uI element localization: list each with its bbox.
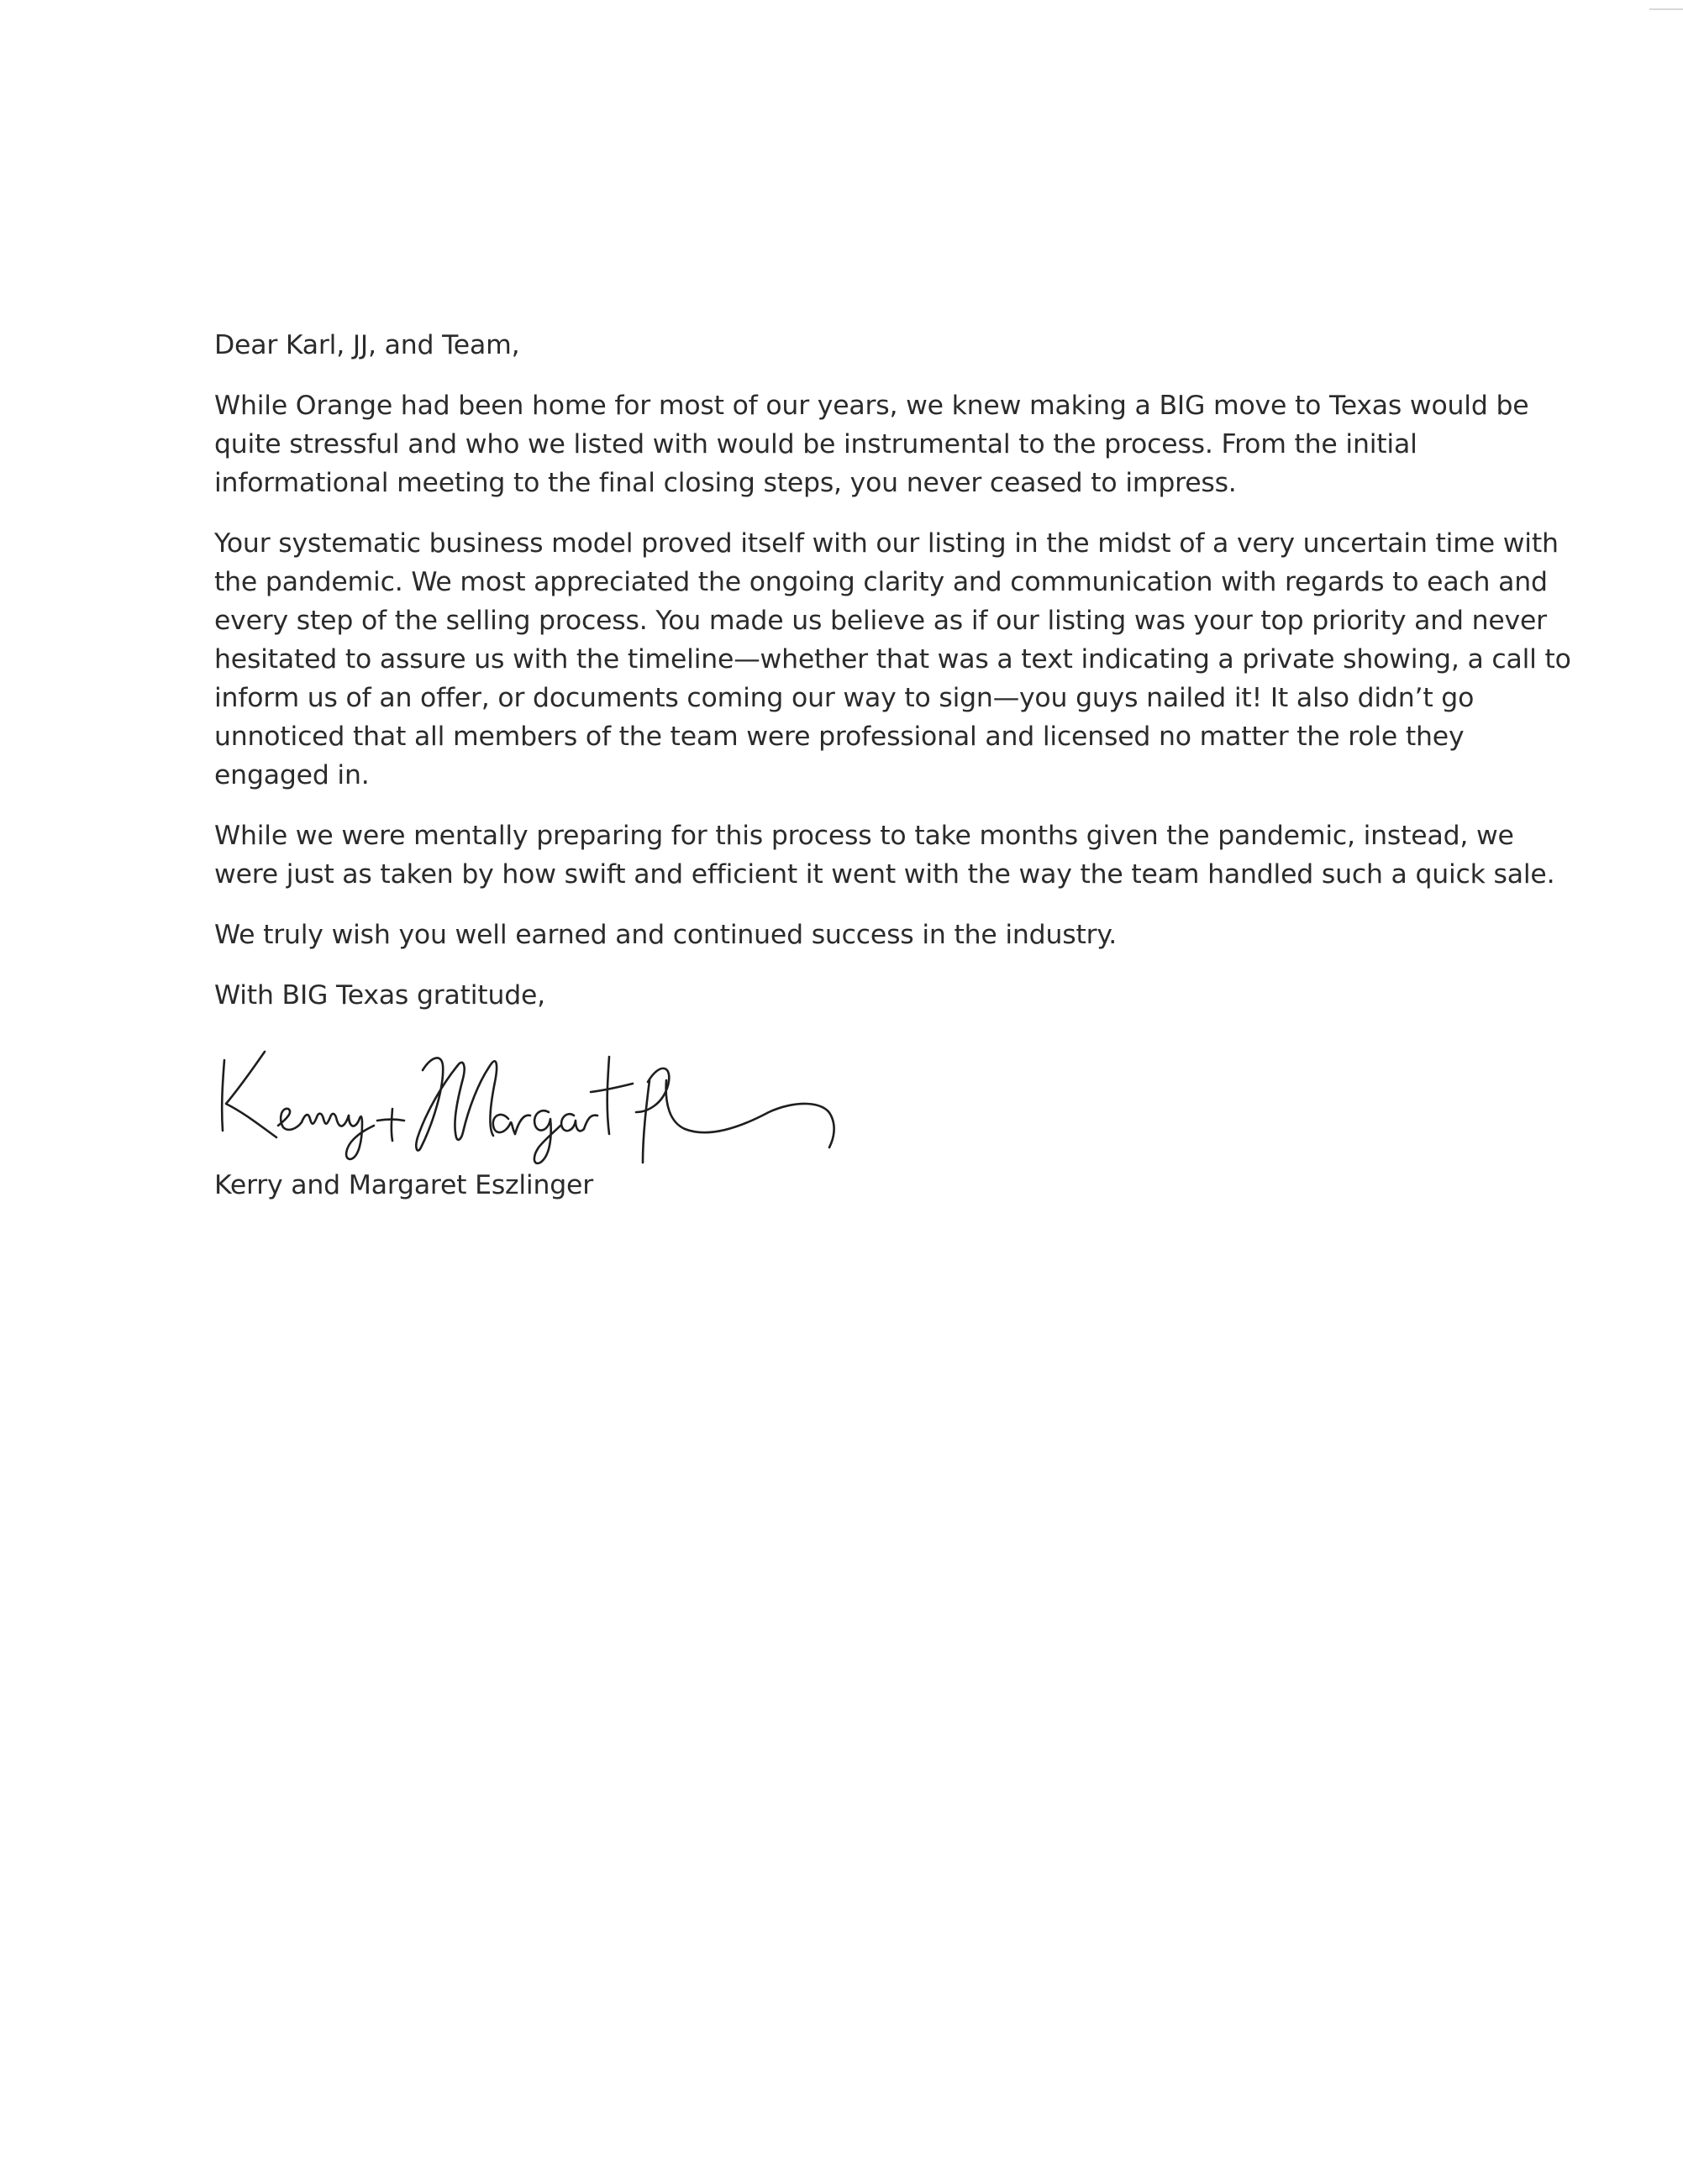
paragraph-line: We truly wish you well earned and continued success in the industry. [214,920,1118,950]
paragraph-line: quite stressful and who we listed with would be instrumental to the process. From the initial [214,429,1417,459]
paragraph-line: hesitated to assure us with the timeline—whether that was a text indicating a private showing, a call to [214,644,1571,675]
salutation: Dear Karl, JJ, and Team, [214,330,520,360]
paragraph-3 [214,816,1555,894]
signer-name: Kerry and Margaret Eszlinger [214,1170,593,1200]
paragraph-4 [214,916,1508,954]
paragraph-line: were just as taken by how swift and efficient it went with the way the team handled such a quick sale. [214,859,1555,890]
closing: With BIG Texas gratitude, [214,980,545,1011]
signature-drawing [206,1032,895,1166]
handwritten-signature [214,1032,903,1166]
paragraph-line: Your systematic business model proved itself with our listing in the midst of a very uncertain time with [214,528,1559,559]
paragraph-line: the pandemic. We most appreciated the ongoing clarity and communication with regards to each and [214,567,1548,597]
paragraph-2 [214,524,1571,795]
paragraph-line: every step of the selling process. You made us believe as if our listing was your top priority and never [214,606,1547,636]
paragraph-line: inform us of an offer, or documents coming our way to sign—you guys nailed it! It also didn’t go [214,683,1475,713]
paragraph-line: engaged in. [214,760,370,790]
paragraph-line: While Orange had been home for most of our years, we knew making a BIG move to Texas would be [214,391,1529,421]
scan-edge-mark [1649,8,1683,10]
paragraph-line: unnoticed that all members of the team were professional and licensed no matter the role they [214,722,1465,752]
paragraph-1 [214,386,1529,502]
paragraph-line: While we were mentally preparing for this process to take months given the pandemic, instead, we [214,821,1514,851]
paragraph-line: informational meeting to the final closing steps, you never ceased to impress. [214,468,1237,498]
letter-body [206,326,1571,1205]
